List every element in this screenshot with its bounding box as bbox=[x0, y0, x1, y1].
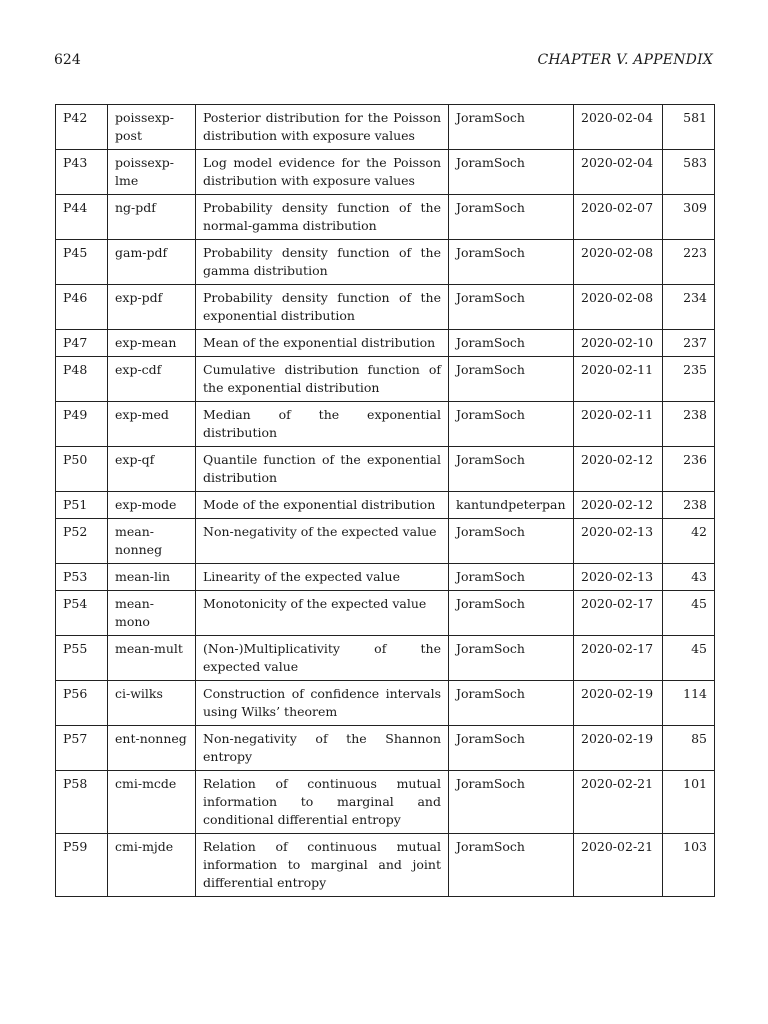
table-row bbox=[56, 447, 715, 492]
shortcut-cell: mean- nonneg bbox=[108, 519, 196, 564]
page-cell: 223 bbox=[663, 240, 715, 285]
author-cell: JoramSoch bbox=[449, 591, 574, 636]
title-cell: Mode of the exponential distribution bbox=[196, 492, 449, 519]
author-cell: JoramSoch bbox=[449, 195, 574, 240]
shortcut-cell: poissexp- post bbox=[108, 105, 196, 150]
date-cell: 2020-02-11 bbox=[574, 402, 663, 447]
page-cell: 235 bbox=[663, 357, 715, 402]
page-cell: 85 bbox=[663, 726, 715, 771]
shortcut-cell: gam-pdf bbox=[108, 240, 196, 285]
date-cell: 2020-02-13 bbox=[574, 519, 663, 564]
shortcut-cell: ci-wilks bbox=[108, 681, 196, 726]
author-cell: JoramSoch bbox=[449, 636, 574, 681]
shortcut-cell: mean-mult bbox=[108, 636, 196, 681]
author-cell: JoramSoch bbox=[449, 402, 574, 447]
proof-id-cell: P57 bbox=[56, 726, 108, 771]
page-cell: 43 bbox=[663, 564, 715, 591]
page-cell: 309 bbox=[663, 195, 715, 240]
proof-index-body bbox=[56, 105, 715, 897]
proof-id-cell: P49 bbox=[56, 402, 108, 447]
shortcut-cell: exp-mean bbox=[108, 330, 196, 357]
proof-id-cell: P44 bbox=[56, 195, 108, 240]
proof-id-cell: P54 bbox=[56, 591, 108, 636]
table-row bbox=[56, 564, 715, 591]
date-cell: 2020-02-10 bbox=[574, 330, 663, 357]
title-cell: Non-negativity of the expected value bbox=[196, 519, 449, 564]
author-cell: JoramSoch bbox=[449, 564, 574, 591]
shortcut-cell: poissexp- lme bbox=[108, 150, 196, 195]
author-cell: JoramSoch bbox=[449, 519, 574, 564]
shortcut-cell: mean-lin bbox=[108, 564, 196, 591]
shortcut-cell: exp-cdf bbox=[108, 357, 196, 402]
table-row bbox=[56, 834, 715, 897]
title-cell: Quantile function of the exponential distribution bbox=[196, 447, 449, 492]
author-cell: JoramSoch bbox=[449, 285, 574, 330]
page-cell: 114 bbox=[663, 681, 715, 726]
page-cell: 234 bbox=[663, 285, 715, 330]
title-cell: Posterior distribution for the Poisson distribution with exposure values bbox=[196, 105, 449, 150]
page-cell: 103 bbox=[663, 834, 715, 897]
shortcut-cell: exp-med bbox=[108, 402, 196, 447]
table-row bbox=[56, 240, 715, 285]
shortcut-cell: exp-qf bbox=[108, 447, 196, 492]
page-cell: 42 bbox=[663, 519, 715, 564]
shortcut-cell: cmi-mjde bbox=[108, 834, 196, 897]
title-cell: Mean of the exponential distribution bbox=[196, 330, 449, 357]
table-row bbox=[56, 402, 715, 447]
author-cell: JoramSoch bbox=[449, 240, 574, 285]
date-cell: 2020-02-08 bbox=[574, 240, 663, 285]
title-cell: Relation of continuous mutual information to marginal and joint differential entropy bbox=[196, 834, 449, 897]
table-row bbox=[56, 726, 715, 771]
date-cell: 2020-02-19 bbox=[574, 681, 663, 726]
proof-id-cell: P59 bbox=[56, 834, 108, 897]
shortcut-cell: ent-nonneg bbox=[108, 726, 196, 771]
proof-id-cell: P51 bbox=[56, 492, 108, 519]
table-row bbox=[56, 150, 715, 195]
date-cell: 2020-02-19 bbox=[574, 726, 663, 771]
proof-id-cell: P50 bbox=[56, 447, 108, 492]
author-cell: JoramSoch bbox=[449, 681, 574, 726]
author-cell: kantundpeterpan bbox=[449, 492, 574, 519]
title-cell: Log model evidence for the Poisson distribution with exposure values bbox=[196, 150, 449, 195]
author-cell: JoramSoch bbox=[449, 357, 574, 402]
table-row bbox=[56, 357, 715, 402]
table-row bbox=[56, 105, 715, 150]
title-cell: Construction of confidence intervals using Wilks’ theorem bbox=[196, 681, 449, 726]
title-cell: Probability density function of the exponential distribution bbox=[196, 285, 449, 330]
title-cell: Non-negativity of the Shannon entropy bbox=[196, 726, 449, 771]
proof-id-cell: P47 bbox=[56, 330, 108, 357]
shortcut-cell: mean- mono bbox=[108, 591, 196, 636]
title-cell: Probability density function of the normal-gamma distribution bbox=[196, 195, 449, 240]
title-cell: Median of the exponential distribution bbox=[196, 402, 449, 447]
page-cell: 45 bbox=[663, 591, 715, 636]
date-cell: 2020-02-17 bbox=[574, 591, 663, 636]
proof-index-table bbox=[55, 104, 715, 897]
table-row bbox=[56, 681, 715, 726]
table-row bbox=[56, 330, 715, 357]
shortcut-cell: ng-pdf bbox=[108, 195, 196, 240]
shortcut-cell: exp-pdf bbox=[108, 285, 196, 330]
author-cell: JoramSoch bbox=[449, 834, 574, 897]
proof-id-cell: P52 bbox=[56, 519, 108, 564]
author-cell: JoramSoch bbox=[449, 105, 574, 150]
title-cell: Relation of continuous mutual information to marginal and conditional differential entropy bbox=[196, 771, 449, 834]
date-cell: 2020-02-12 bbox=[574, 447, 663, 492]
title-cell: (Non-)Multiplicativity of the expected value bbox=[196, 636, 449, 681]
date-cell: 2020-02-21 bbox=[574, 834, 663, 897]
proof-id-cell: P45 bbox=[56, 240, 108, 285]
author-cell: JoramSoch bbox=[449, 150, 574, 195]
page-cell: 583 bbox=[663, 150, 715, 195]
page-cell: 101 bbox=[663, 771, 715, 834]
date-cell: 2020-02-04 bbox=[574, 150, 663, 195]
page-cell: 238 bbox=[663, 402, 715, 447]
table-row bbox=[56, 519, 715, 564]
date-cell: 2020-02-08 bbox=[574, 285, 663, 330]
shortcut-cell: exp-mode bbox=[108, 492, 196, 519]
author-cell: JoramSoch bbox=[449, 447, 574, 492]
author-cell: JoramSoch bbox=[449, 726, 574, 771]
page-cell: 45 bbox=[663, 636, 715, 681]
table-row bbox=[56, 771, 715, 834]
page-cell: 238 bbox=[663, 492, 715, 519]
table-row bbox=[56, 285, 715, 330]
date-cell: 2020-02-13 bbox=[574, 564, 663, 591]
proof-id-cell: P43 bbox=[56, 150, 108, 195]
author-cell: JoramSoch bbox=[449, 771, 574, 834]
title-cell: Linearity of the expected value bbox=[196, 564, 449, 591]
date-cell: 2020-02-12 bbox=[574, 492, 663, 519]
page-cell: 581 bbox=[663, 105, 715, 150]
proof-id-cell: P56 bbox=[56, 681, 108, 726]
table-row bbox=[56, 591, 715, 636]
title-cell: Probability density function of the gamma distribution bbox=[196, 240, 449, 285]
proof-id-cell: P48 bbox=[56, 357, 108, 402]
proof-id-cell: P42 bbox=[56, 105, 108, 150]
page-number: 624 bbox=[54, 52, 81, 68]
running-head: CHAPTER V. APPENDIX bbox=[537, 52, 713, 68]
table-row bbox=[56, 492, 715, 519]
table-row bbox=[56, 195, 715, 240]
date-cell: 2020-02-04 bbox=[574, 105, 663, 150]
proof-id-cell: P53 bbox=[56, 564, 108, 591]
table-row bbox=[56, 636, 715, 681]
date-cell: 2020-02-11 bbox=[574, 357, 663, 402]
page-cell: 236 bbox=[663, 447, 715, 492]
page-cell: 237 bbox=[663, 330, 715, 357]
proof-id-cell: P55 bbox=[56, 636, 108, 681]
author-cell: JoramSoch bbox=[449, 330, 574, 357]
date-cell: 2020-02-17 bbox=[574, 636, 663, 681]
proof-id-cell: P58 bbox=[56, 771, 108, 834]
title-cell: Monotonicity of the expected value bbox=[196, 591, 449, 636]
proof-id-cell: P46 bbox=[56, 285, 108, 330]
title-cell: Cumulative distribution function of the exponential distribution bbox=[196, 357, 449, 402]
shortcut-cell: cmi-mcde bbox=[108, 771, 196, 834]
date-cell: 2020-02-21 bbox=[574, 771, 663, 834]
date-cell: 2020-02-07 bbox=[574, 195, 663, 240]
